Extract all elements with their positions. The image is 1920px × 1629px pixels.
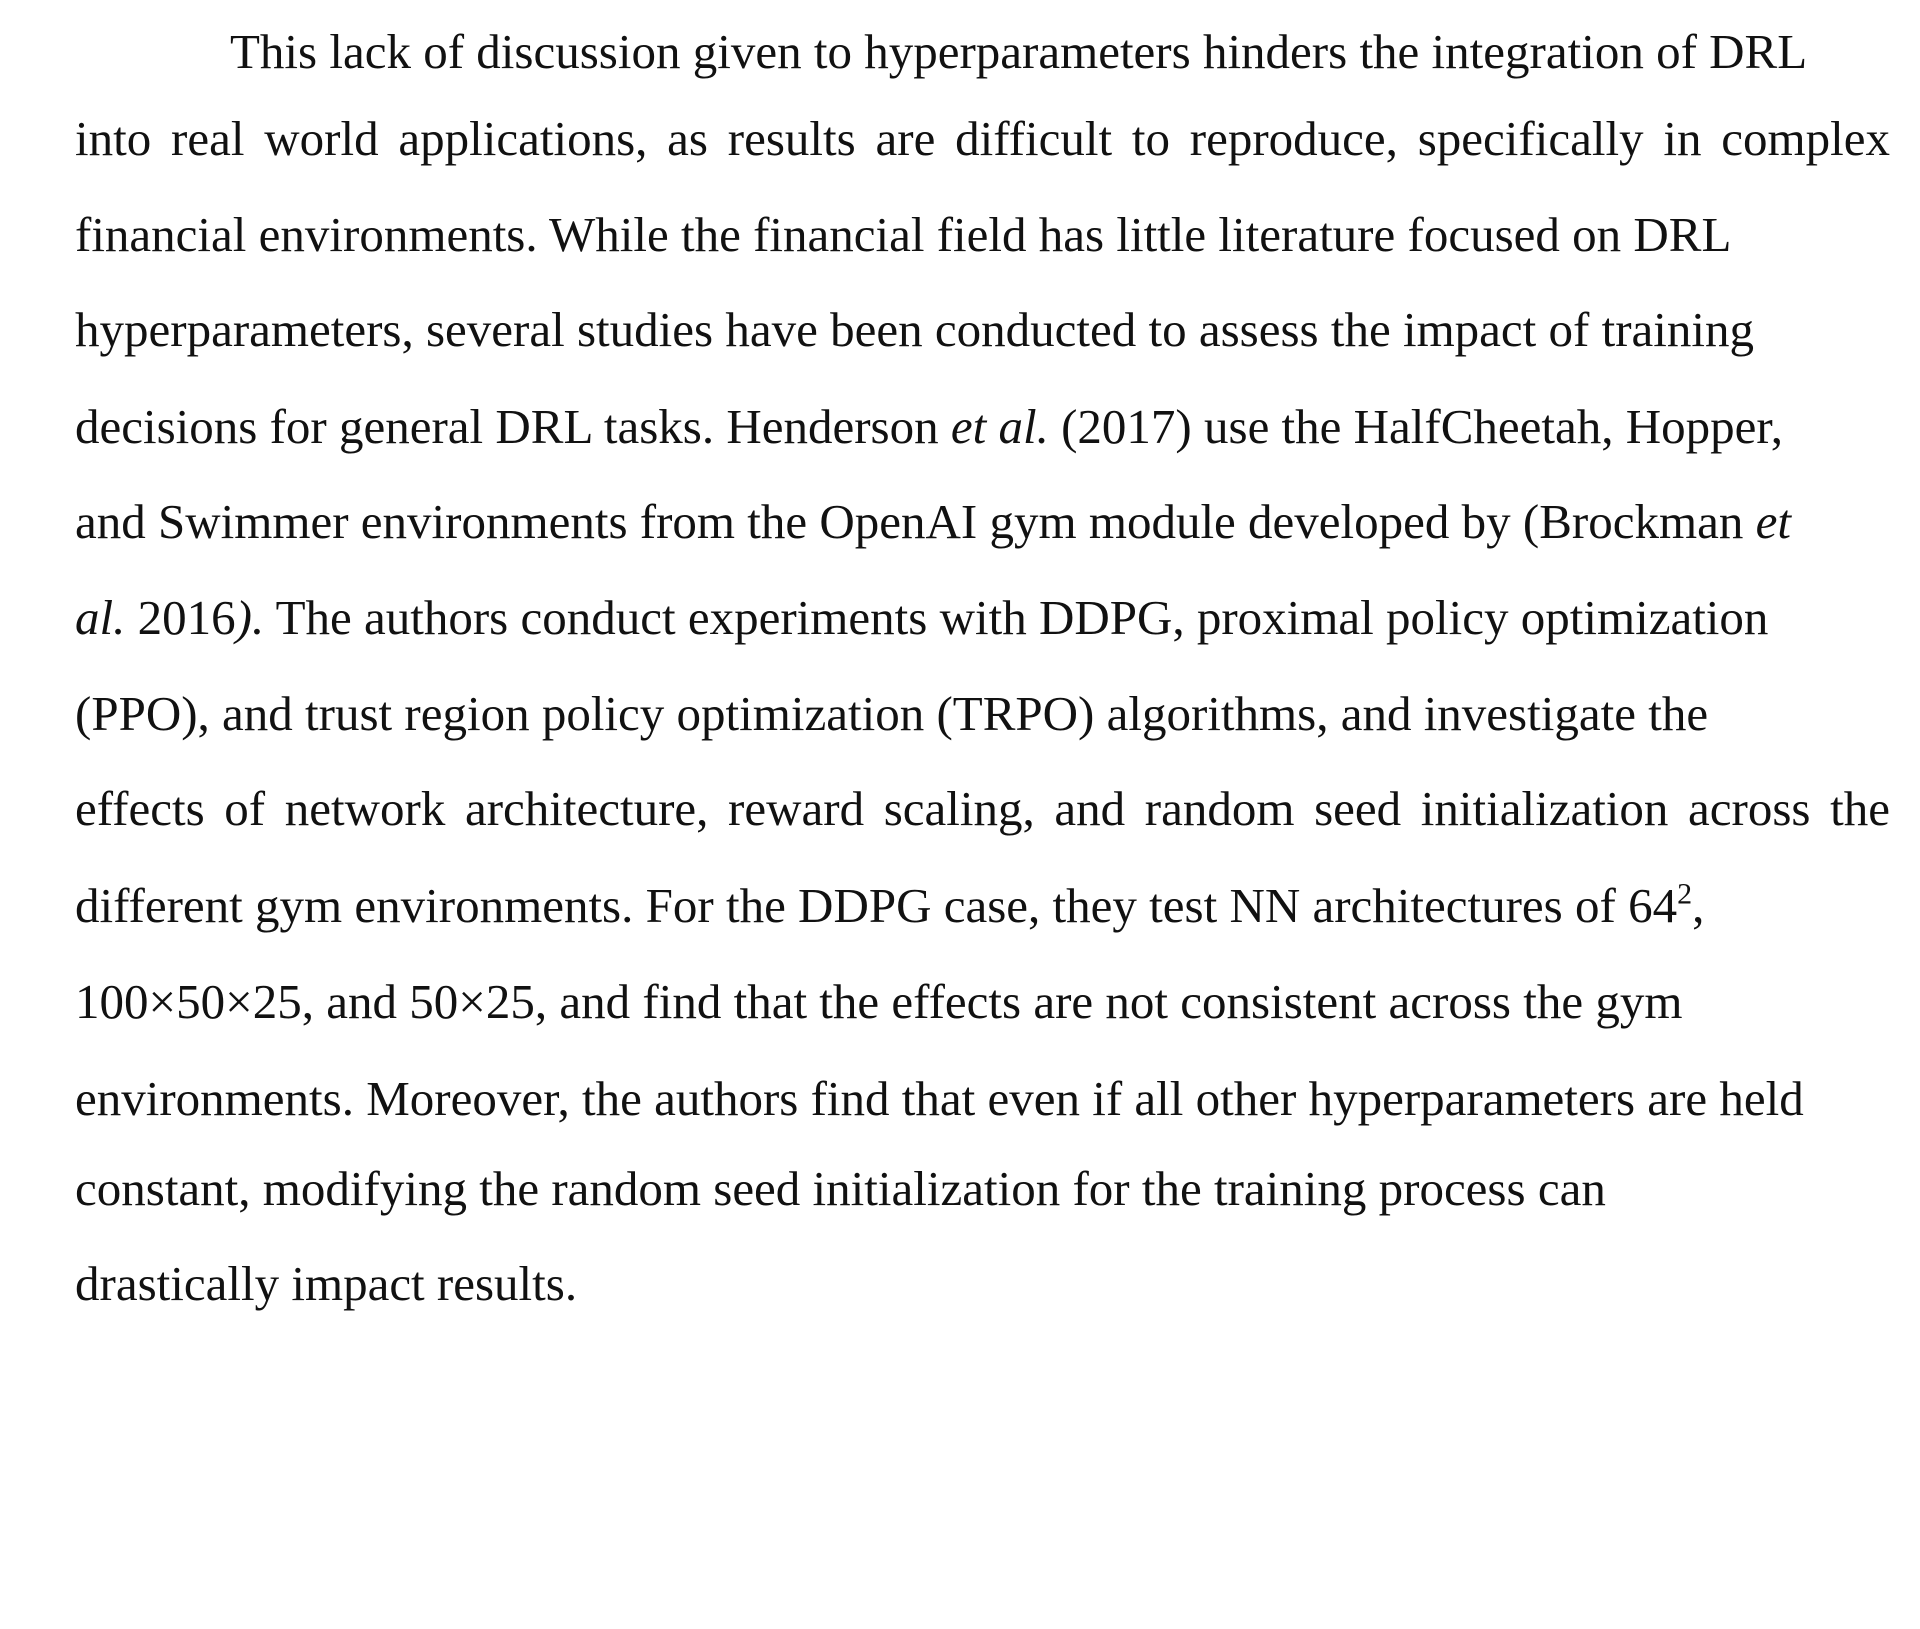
superscript-exponent: 2 [1677, 877, 1693, 911]
italic-al: al. [75, 590, 126, 645]
paragraph-line-6: and Swimmer environments from the OpenAI gym module developed by (Brockman et [75, 494, 1791, 549]
paragraph-line-8: (PPO), and trust region policy optimization (TRPO) algorithms, and investigate the [75, 686, 1709, 741]
paragraph-line-1: This lack of discussion given to hyperparameters hinders the integration of DRL [230, 24, 1808, 79]
paragraph-line-13: constant, modifying the random seed initialization for the training process can [75, 1161, 1606, 1216]
paragraph-line-5: decisions for general DRL tasks. Henderson et al. (2017) use the HalfCheetah, Hopper, [75, 399, 1784, 454]
paragraph-line-11: 100×50×25, and 50×25, and find that the effects are not consistent across the gym [75, 974, 1683, 1029]
italic-close-paren: ). [235, 590, 265, 645]
paragraph-line-10: different gym environments. For the DDPG case, they test NN architectures of $64^2$, [75, 877, 1705, 933]
paragraph-line-3: financial environments. While the financial field has little literature focused on DRL [75, 207, 1732, 262]
paragraph-line-9: effects of network architecture, reward scaling, and random seed initialization across the [75, 781, 1890, 836]
paragraph-line-14: drastically impact results. [75, 1256, 578, 1311]
paragraph-line-4: hyperparameters, several studies have been conducted to assess the impact of training [75, 302, 1755, 357]
paragraph-line-12: environments. Moreover, the authors find that even if all other hyperparameters are held [75, 1071, 1804, 1126]
paragraph-line-7: al. 2016). The authors conduct experiments with DDPG, proximal policy optimization [75, 590, 1769, 645]
italic-et: et [1755, 494, 1791, 549]
italic-et-al: et al. [950, 399, 1049, 454]
paragraph-line-2: into real world applications, as results are difficult to reproduce, specifically in complex [75, 111, 1890, 166]
